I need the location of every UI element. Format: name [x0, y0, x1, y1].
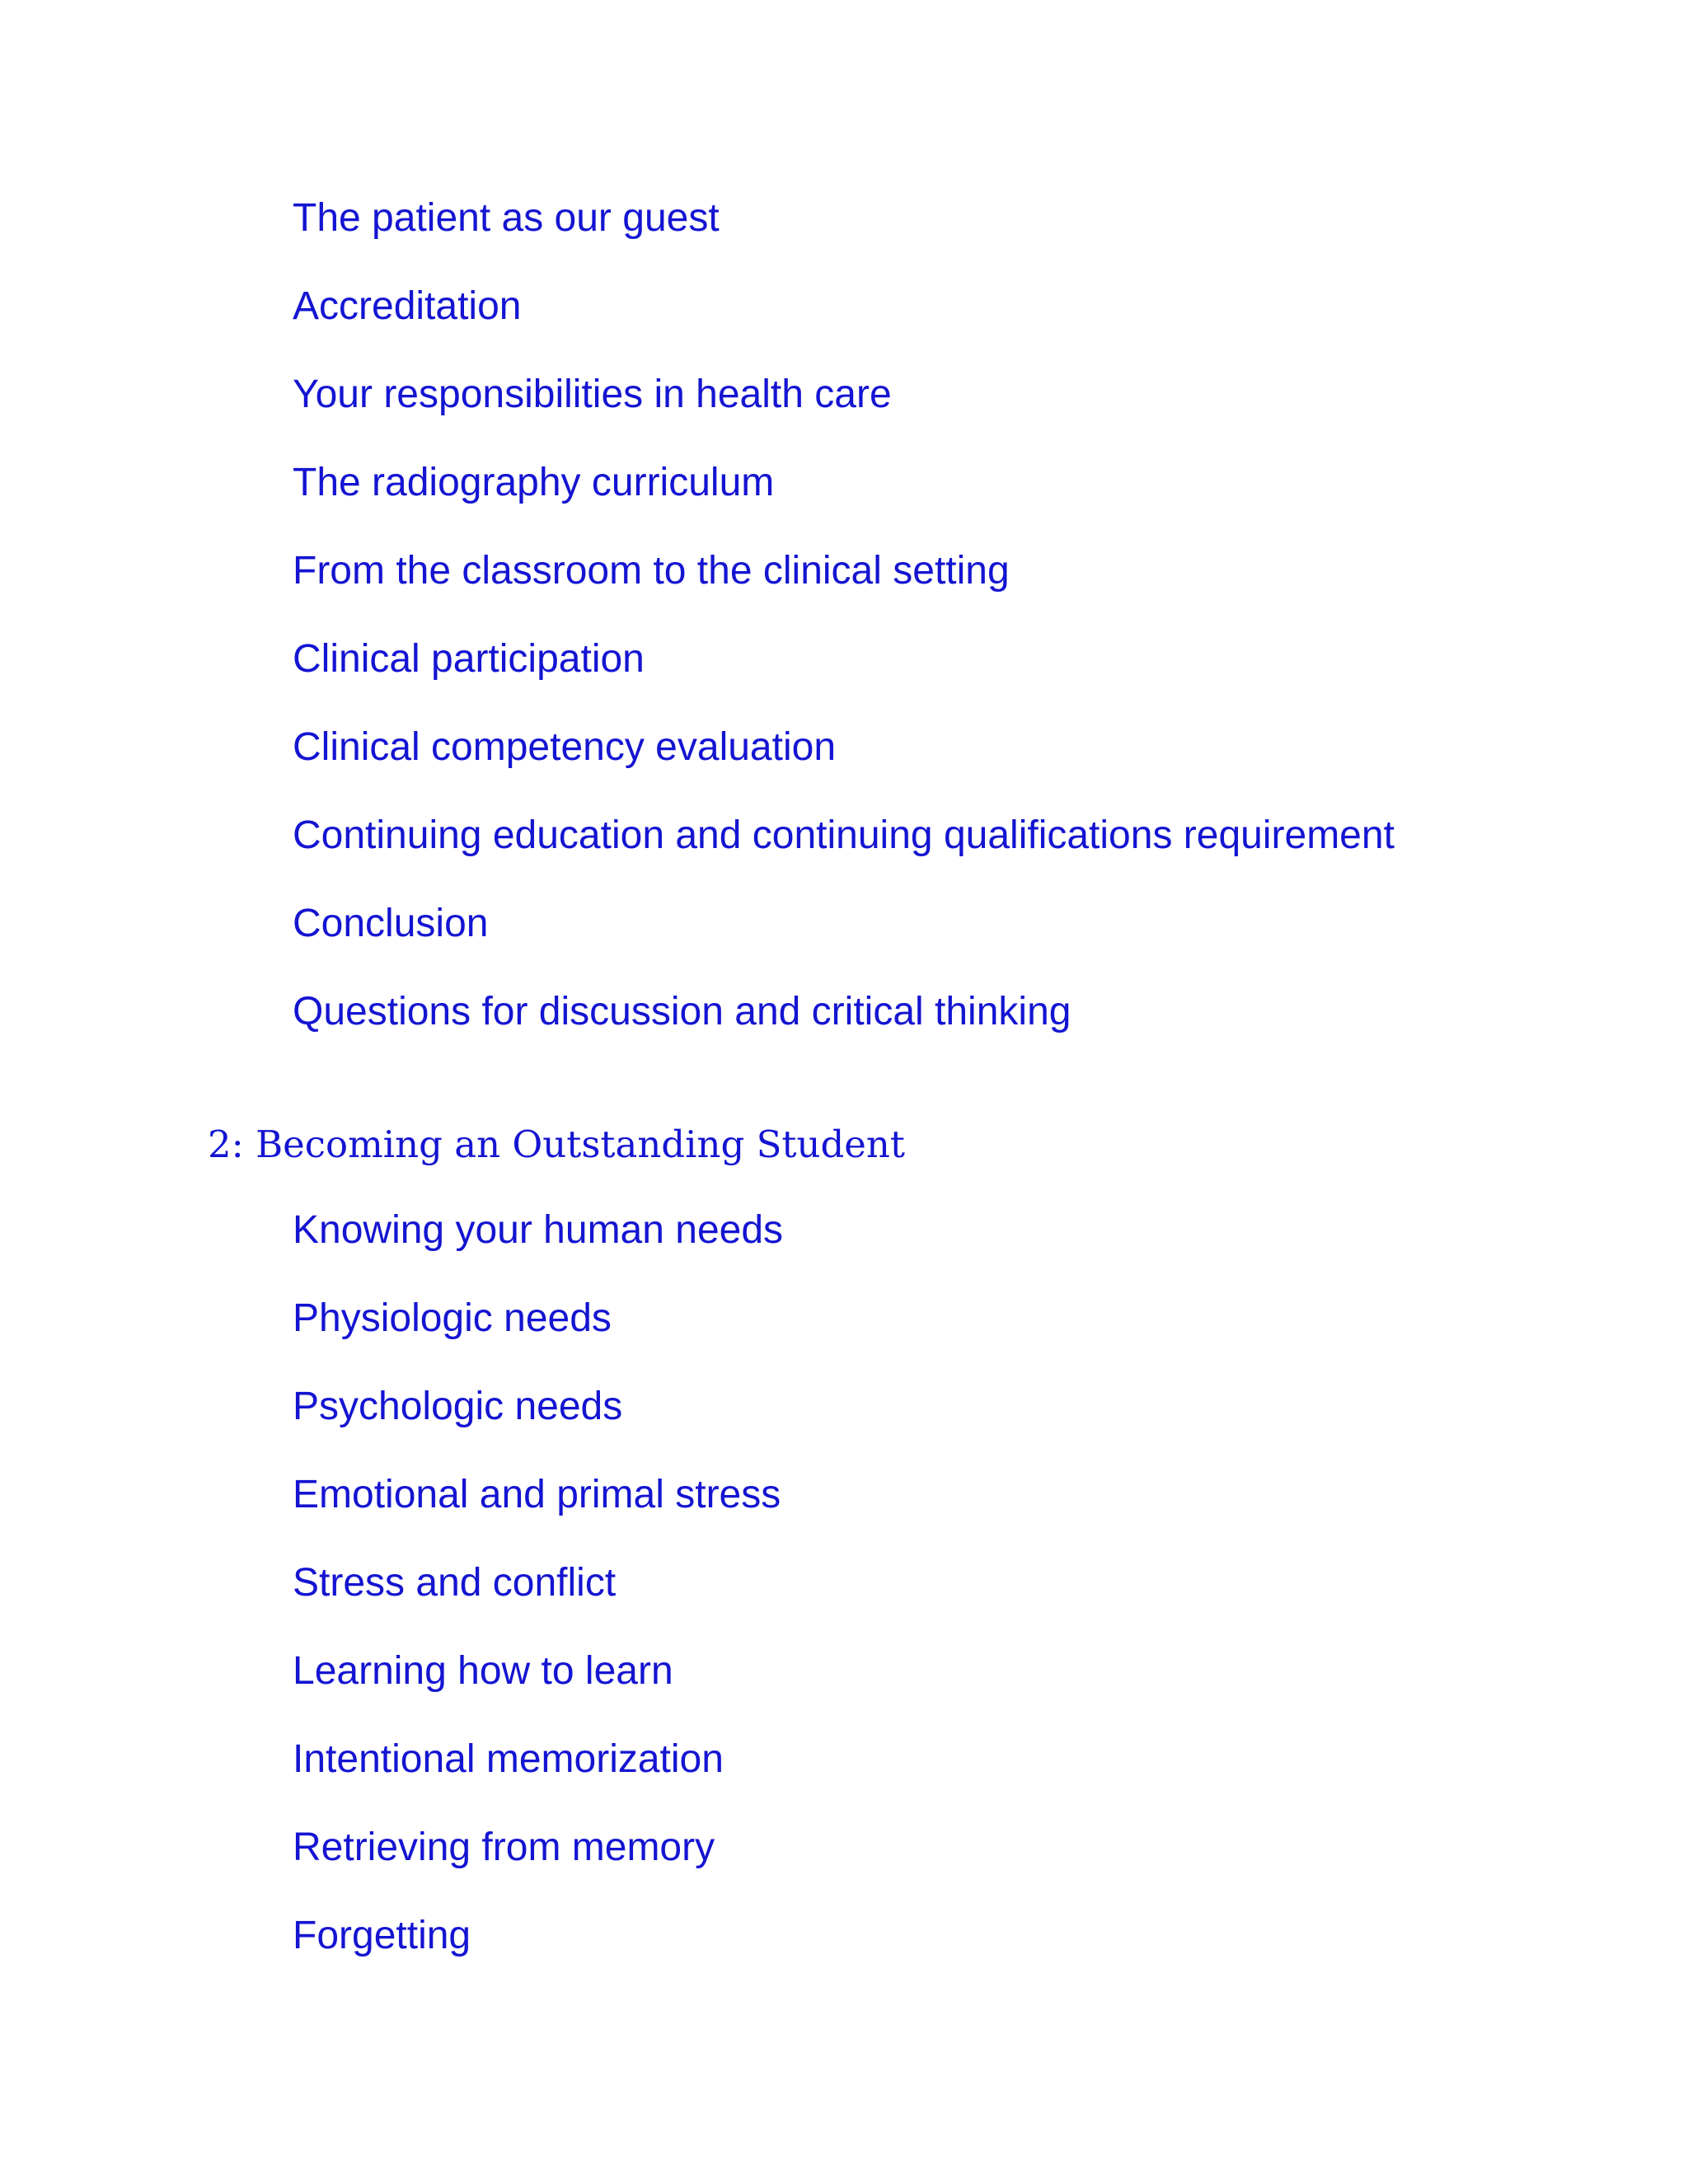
toc-link-clinical-participation[interactable]: Clinical participation: [293, 637, 645, 681]
chapter-2-heading[interactable]: 2: Becoming an Outstanding Student: [208, 1122, 905, 1166]
toc-link-learning-to-learn[interactable]: Learning how to learn: [293, 1649, 673, 1693]
toc-link-intentional-memorization[interactable]: Intentional memorization: [293, 1737, 724, 1781]
toc-link-continuing-education[interactable]: Continuing education and continuing qualifications requirement: [293, 813, 1395, 857]
toc-link-retrieving-memory[interactable]: Retrieving from memory: [293, 1825, 715, 1869]
toc-link-physiologic-needs[interactable]: Physiologic needs: [293, 1296, 612, 1340]
toc-link-stress-conflict[interactable]: Stress and conflict: [293, 1561, 617, 1605]
toc-link-emotional-stress[interactable]: Emotional and primal stress: [293, 1473, 781, 1516]
toc-link-classroom-to-clinical[interactable]: From the classroom to the clinical setting: [293, 549, 1010, 593]
toc-link-radiography-curriculum[interactable]: The radiography curriculum: [293, 461, 775, 504]
toc-link-accreditation[interactable]: Accreditation: [293, 284, 522, 328]
toc-link-conclusion[interactable]: Conclusion: [293, 902, 489, 945]
toc-link-discussion-questions[interactable]: Questions for discussion and critical thinking: [293, 990, 1071, 1033]
toc-link-patient-as-guest[interactable]: The patient as our guest: [293, 196, 720, 240]
toc-link-forgetting[interactable]: Forgetting: [293, 1914, 471, 1957]
toc-link-psychologic-needs[interactable]: Psychologic needs: [293, 1385, 623, 1428]
toc-link-responsibilities[interactable]: Your responsibilities in health care: [293, 373, 892, 416]
toc-link-competency-evaluation[interactable]: Clinical competency evaluation: [293, 725, 837, 769]
toc-link-human-needs[interactable]: Knowing your human needs: [293, 1208, 784, 1252]
